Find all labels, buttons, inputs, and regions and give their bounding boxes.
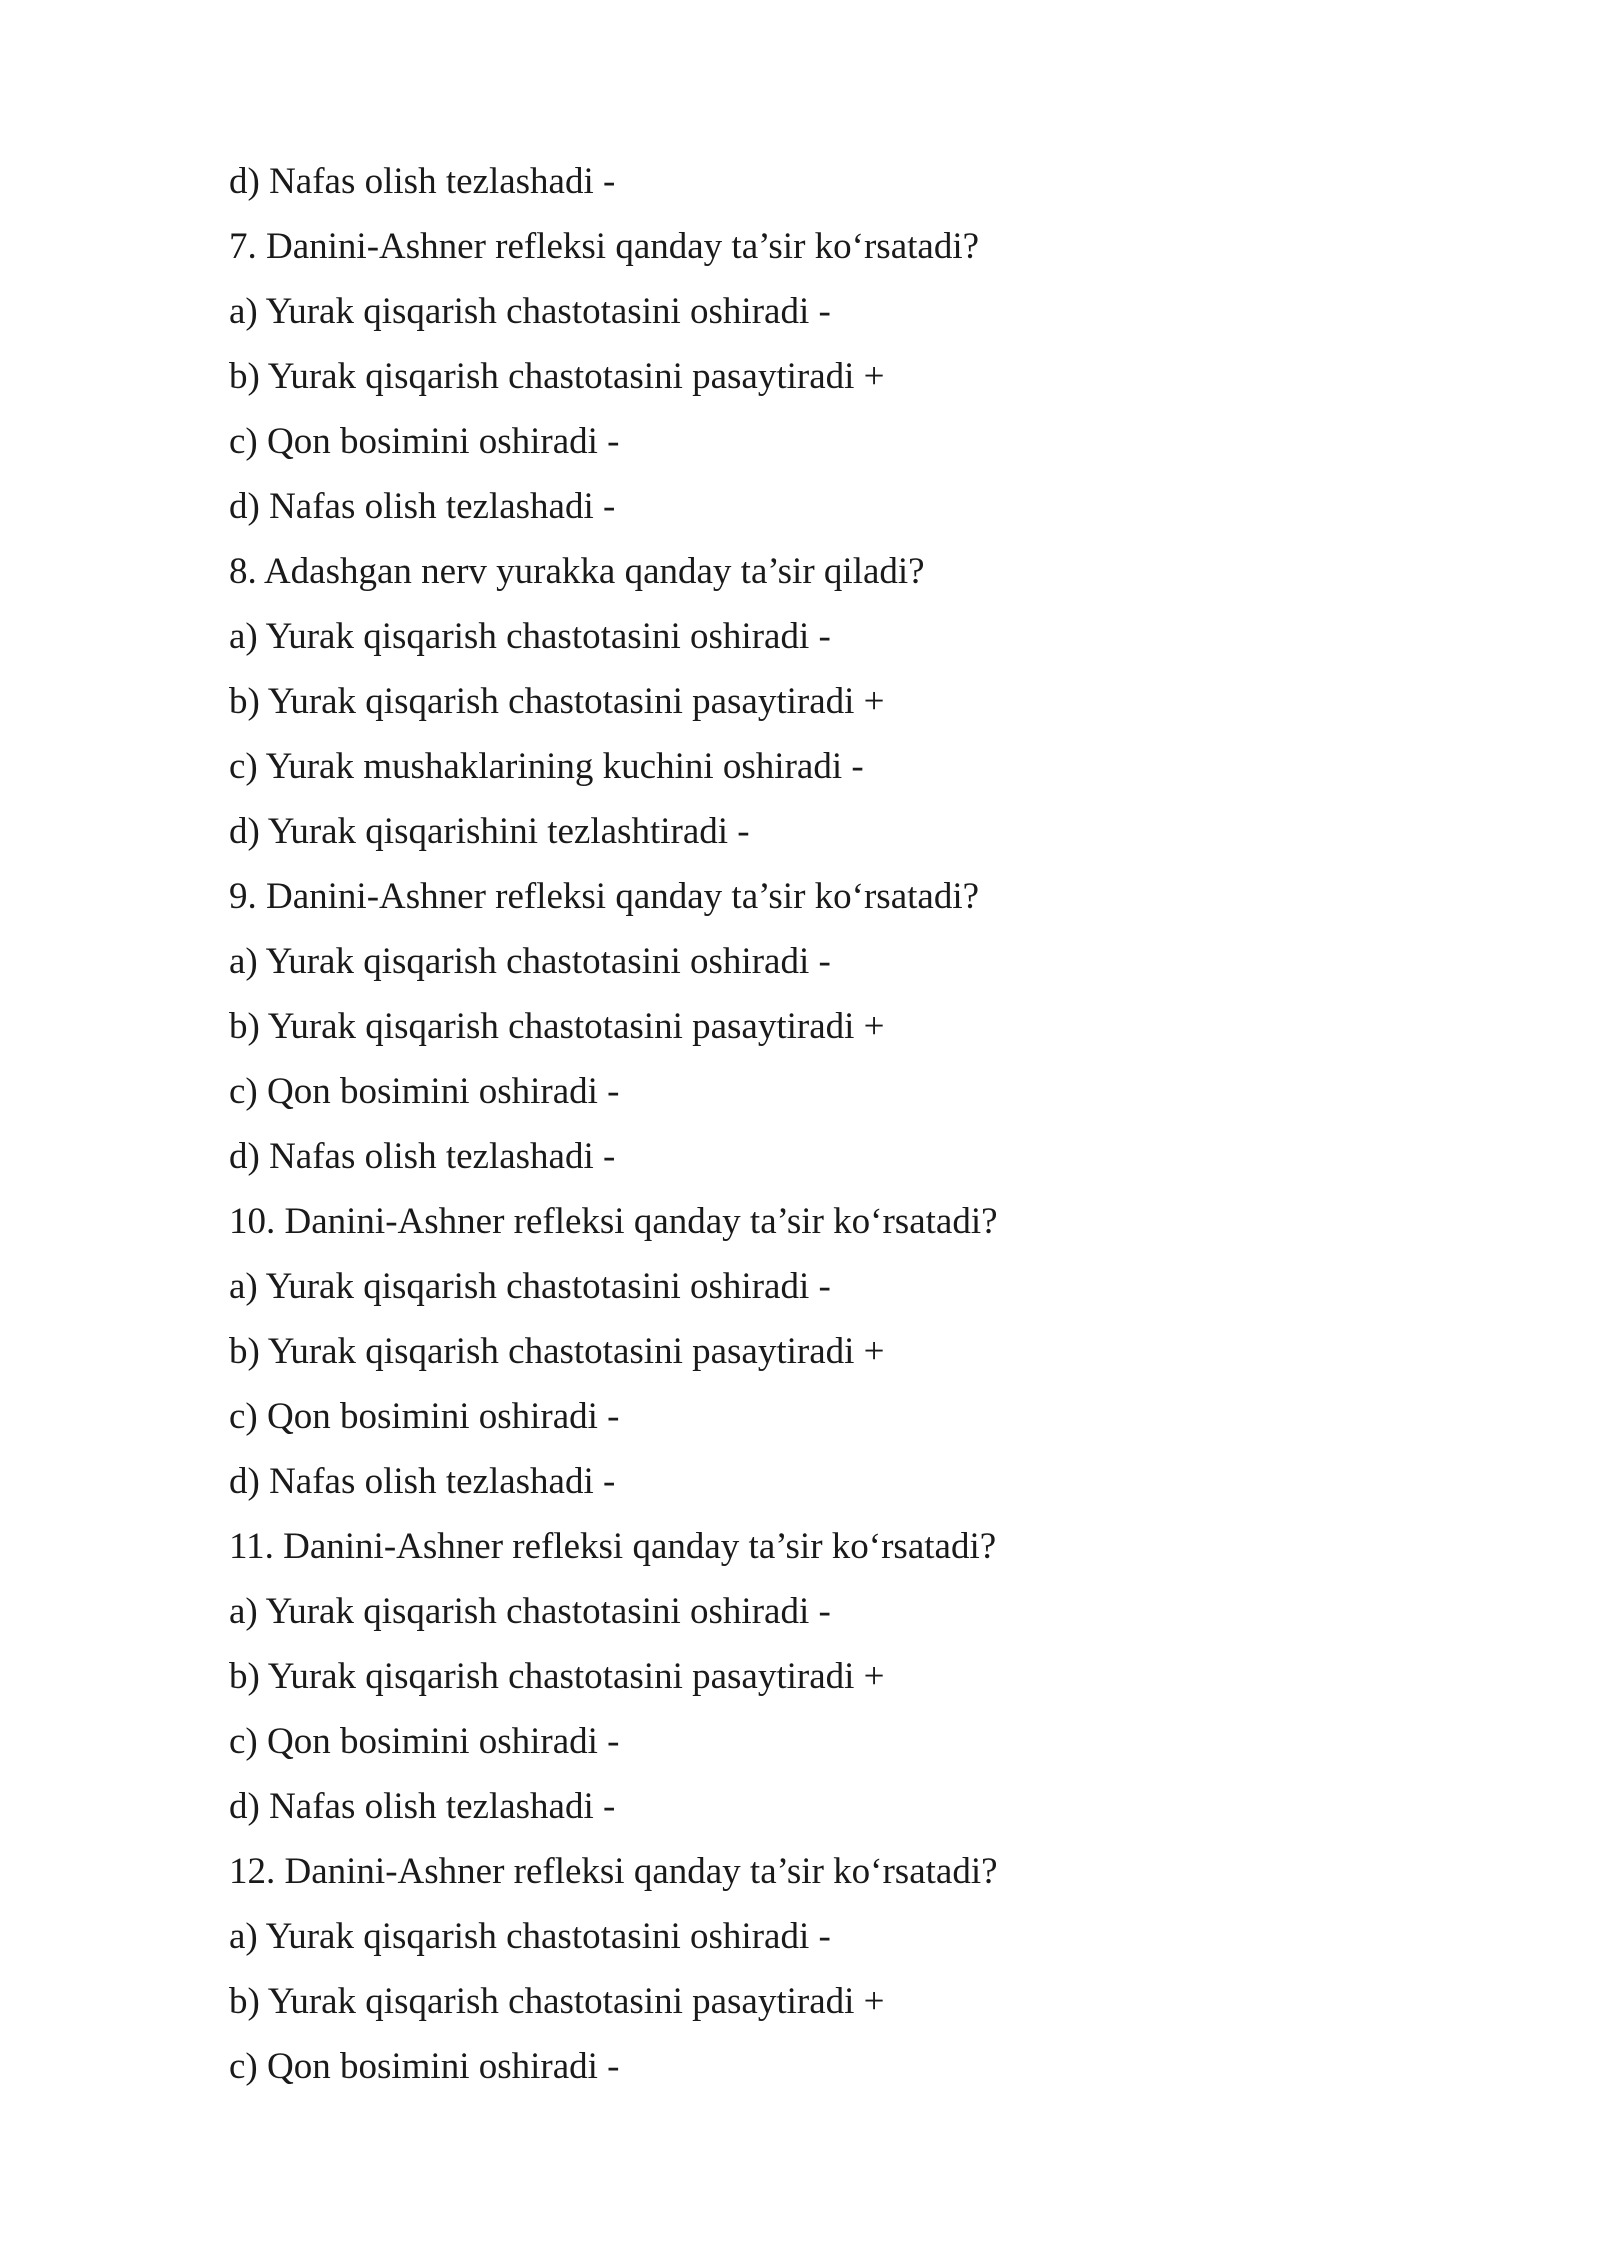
question-line: 10. Danini-Ashner refleksi qanday ta’sir ko‘rsatadi? [229, 1201, 998, 1242]
answer-option: d) Yurak qisqarishini tezlashtiradi - [229, 811, 750, 852]
question-line: 11. Danini-Ashner refleksi qanday ta’sir ko‘rsatadi? [229, 1526, 997, 1567]
answer-option: b) Yurak qisqarish chastotasini pasaytiradi + [229, 681, 885, 722]
question-line: 7. Danini-Ashner refleksi qanday ta’sir ko‘rsatadi? [229, 226, 980, 267]
answer-option: b) Yurak qisqarish chastotasini pasaytiradi + [229, 1331, 885, 1372]
document-text-block [229, 149, 1429, 2099]
answer-option: c) Qon bosimini oshiradi - [229, 2046, 620, 2087]
answer-option: a) Yurak qisqarish chastotasini oshiradi - [229, 1916, 831, 1957]
question-line: 8. Adashgan nerv yurakka qanday ta’sir qiladi? [229, 551, 925, 592]
answer-option: a) Yurak qisqarish chastotasini oshiradi - [229, 616, 831, 657]
answer-option: d) Nafas olish tezlashadi - [229, 1786, 616, 1827]
answer-option: b) Yurak qisqarish chastotasini pasaytiradi + [229, 1006, 885, 1047]
question-line: 9. Danini-Ashner refleksi qanday ta’sir ko‘rsatadi? [229, 876, 980, 917]
question-line: 12. Danini-Ashner refleksi qanday ta’sir ko‘rsatadi? [229, 1851, 998, 1892]
answer-option: a) Yurak qisqarish chastotasini oshiradi - [229, 291, 831, 332]
answer-option: c) Qon bosimini oshiradi - [229, 421, 620, 462]
answer-option: d) Nafas olish tezlashadi - [229, 1461, 616, 1502]
answer-option: b) Yurak qisqarish chastotasini pasaytiradi + [229, 1981, 885, 2022]
answer-option: c) Qon bosimini oshiradi - [229, 1071, 620, 1112]
answer-option: b) Yurak qisqarish chastotasini pasaytiradi + [229, 1656, 885, 1697]
answer-option: c) Yurak mushaklarining kuchini oshiradi - [229, 746, 864, 787]
answer-option: d) Nafas olish tezlashadi - [229, 1136, 616, 1177]
answer-option: c) Qon bosimini oshiradi - [229, 1396, 620, 1437]
answer-option: c) Qon bosimini oshiradi - [229, 1721, 620, 1762]
answer-option: a) Yurak qisqarish chastotasini oshiradi - [229, 1591, 831, 1632]
answer-option: a) Yurak qisqarish chastotasini oshiradi - [229, 1266, 831, 1307]
answer-option: b) Yurak qisqarish chastotasini pasaytiradi + [229, 356, 885, 397]
answer-option: a) Yurak qisqarish chastotasini oshiradi - [229, 941, 831, 982]
answer-option: d) Nafas olish tezlashadi - [229, 486, 616, 527]
text-line: d) Nafas olish tezlashadi - [229, 161, 616, 202]
